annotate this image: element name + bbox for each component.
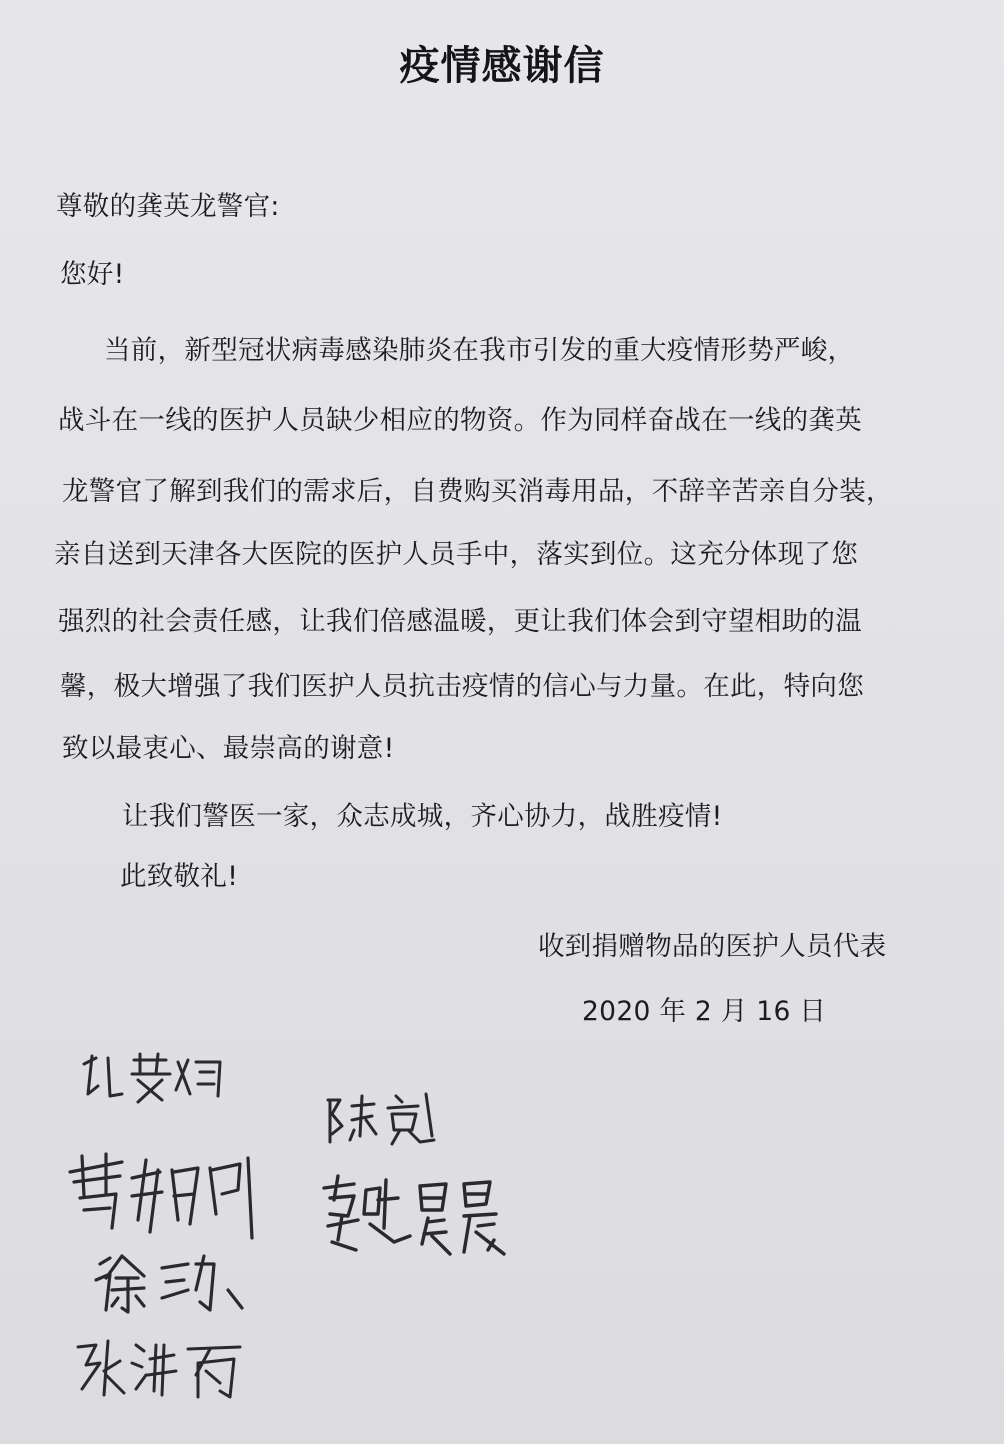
handwritten-signature xyxy=(78,1050,228,1114)
handwritten-signature xyxy=(70,1335,260,1409)
body-line: 馨，极大增强了我们医护人员抗击疫情的信心与力量。在此，特向您 xyxy=(60,671,864,702)
body-line: 亲自送到天津各大医院的医护人员手中，落实到位。这充分体现了您 xyxy=(54,539,858,570)
salutation: 尊敬的龚英龙警官: xyxy=(56,191,280,222)
sender: 收到捐赠物品的医护人员代表 xyxy=(538,931,887,962)
handwritten-signature xyxy=(322,1090,452,1154)
handwritten-signature xyxy=(92,1250,252,1324)
letter-title: 疫情感谢信 xyxy=(399,43,605,89)
date: 2020 年 2 月 16 日 xyxy=(582,996,827,1027)
closing: 此致敬礼! xyxy=(120,861,239,892)
body-line: 强烈的社会责任感，让我们倍感温暖，更让我们体会到守望相助的温 xyxy=(58,606,862,637)
body-line: 致以最衷心、最崇高的谢意! xyxy=(62,733,395,764)
slogan: 让我们警医一家，众志成城，齐心协力，战胜疫情! xyxy=(122,801,723,832)
body-line: 龙警官了解到我们的需求后，自费购买消毒用品，不辞辛苦亲自分装， xyxy=(62,476,893,507)
greeting: 您好! xyxy=(60,259,125,290)
body-line: 当前，新型冠状病毒感染肺炎在我市引发的重大疫情形势严峻， xyxy=(104,335,855,366)
handwritten-signature xyxy=(62,1150,262,1244)
handwritten-signature xyxy=(318,1170,518,1264)
body-line: 战斗在一线的医护人员缺少相应的物资。作为同样奋战在一线的龚英 xyxy=(58,405,862,436)
